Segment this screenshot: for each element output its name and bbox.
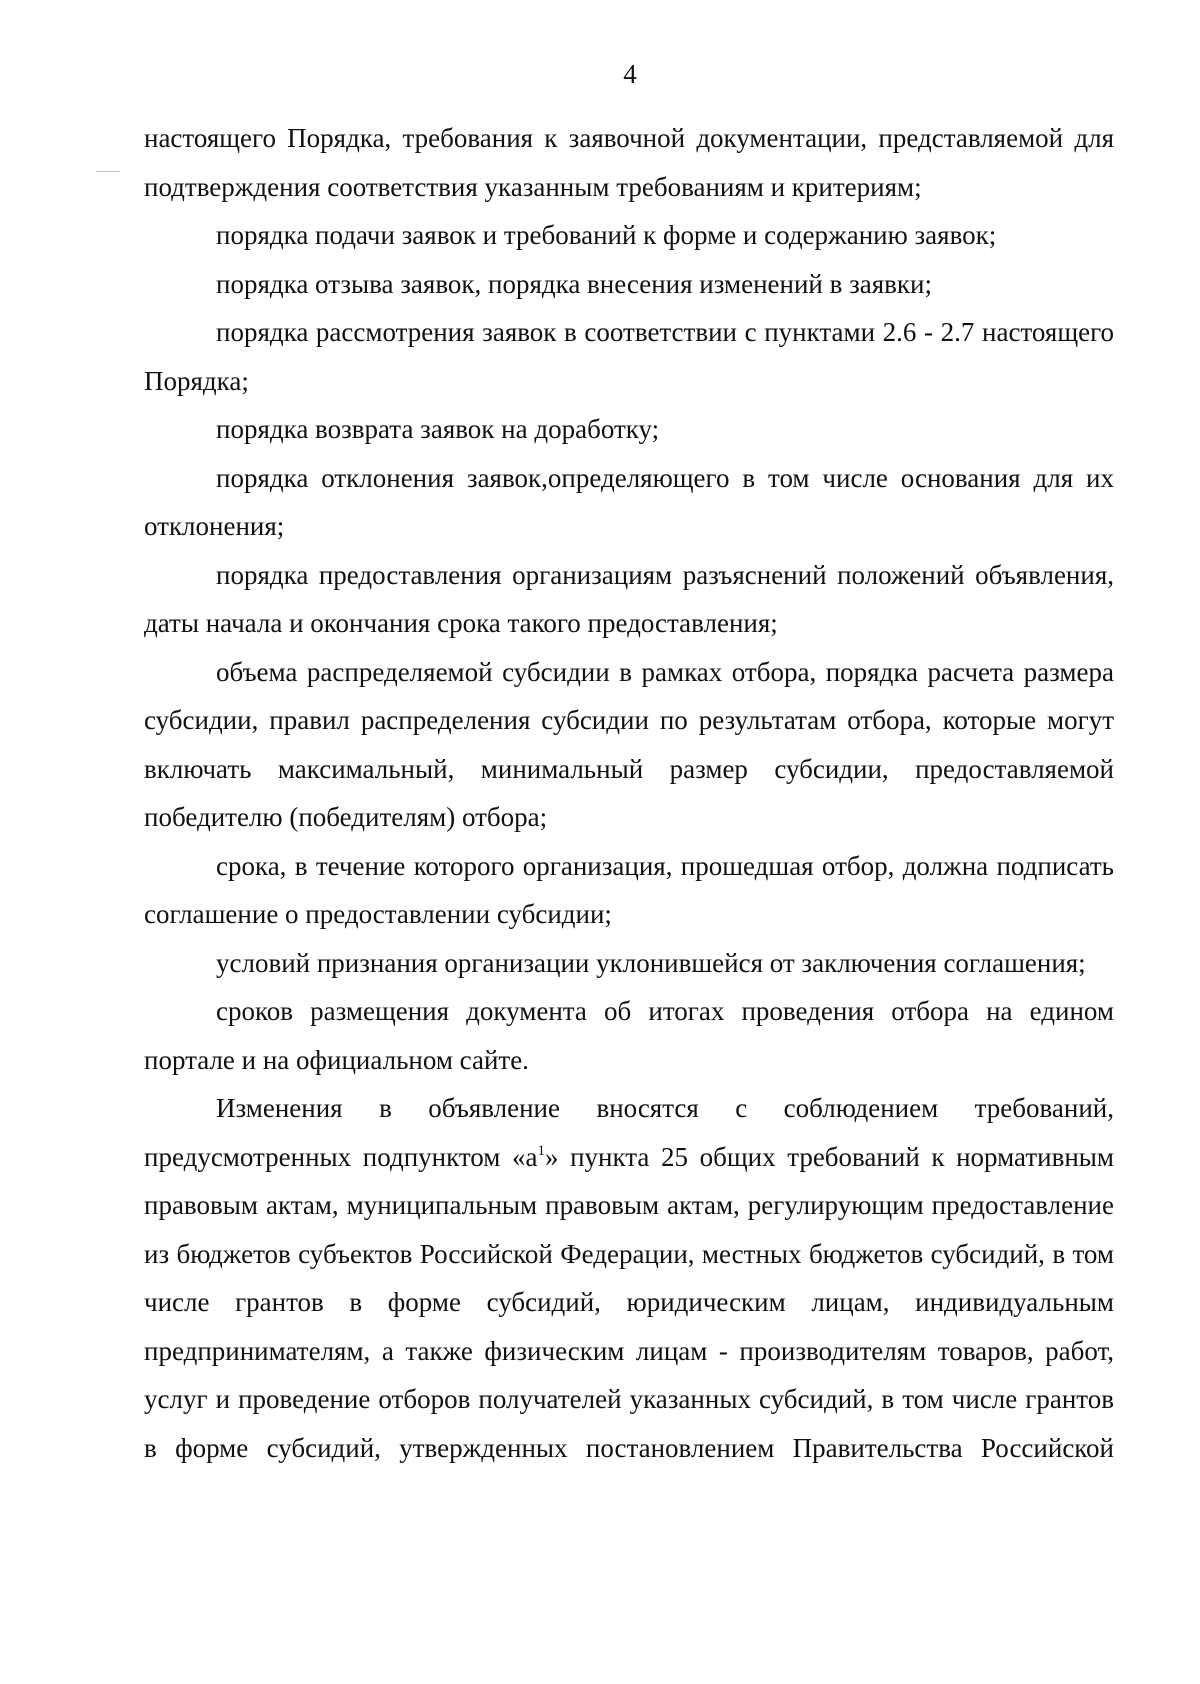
paragraph-subsidy-volume: объема распределяемой субсидии в рамках отбора, порядка расчета размера субсидии, правил распределения субсидии по результатам отбора, которые могут включать максимальный, минимальный размер субсидии, предоставляемой победителю (победителям) отбора; xyxy=(144,656,1114,832)
paragraph-rejection-order: порядка отклонения заявок,определяющего в том числе основания для их отклонения; xyxy=(144,462,1114,541)
paragraph-evasion-conditions: условий признания организации уклонившейся от заключения соглашения; xyxy=(216,947,1086,978)
paragraph-return-order: порядка возврата заявок на доработку; xyxy=(216,414,660,444)
document-body xyxy=(144,114,1114,1472)
paragraph-requirements-continuation: настоящего Порядка, требования к заявочной документации, представляемой для подтверждения соответствия указанным требованиям и критериям; xyxy=(144,123,1114,202)
superscript-marker: 1 xyxy=(537,1142,545,1159)
paragraph-publication-deadlines: сроков размещения документа об итогах проведения отбора на едином портале и на официальном сайте. xyxy=(144,996,1114,1075)
paragraph-submission-order: порядка подачи заявок и требований к форме и содержанию заявок; xyxy=(216,220,997,250)
amendments-text-start: Изменения в объявление вносятся с соблюдением требований, предусмотренных подпунктом «а xyxy=(144,1093,1114,1172)
margin-mark xyxy=(96,171,120,172)
paragraph-clarification-order: порядка предоставления организациям разъяснений положений объявления, даты начала и окончания срока такого предоставления; xyxy=(144,559,1114,638)
paragraph-withdrawal-order: порядка отзыва заявок, порядка внесения изменений в заявки; xyxy=(216,268,932,299)
paragraph-review-order: порядка рассмотрения заявок в соответствии с пунктами 2.6 - 2.7 настоящего Порядка; xyxy=(144,317,1114,396)
page-number: 4 xyxy=(623,59,637,89)
amendments-text-end: » пункта 25 общих требований к нормативным правовым актам, муниципальным правовым актам, регулирующим предоставление из бюджетов субъектов Российской Федерации, местных бюджетов субсидий, в том числе грантов в форме субсидий, юридическим лицам, индивидуальным предпринимателям, а также физическим лицам - производителям товаров, работ, услуг и проведение отборов получателей указанных субсидий, в том числе грантов в форме субсидий, утвержденных постановлением Правительства Российской xyxy=(144,1141,1115,1463)
paragraph-amendments xyxy=(144,1084,1114,1472)
paragraph-signing-deadline: срока, в течение которого организация, прошедшая отбор, должна подписать соглашение о предоставлении субсидии; xyxy=(144,850,1114,929)
